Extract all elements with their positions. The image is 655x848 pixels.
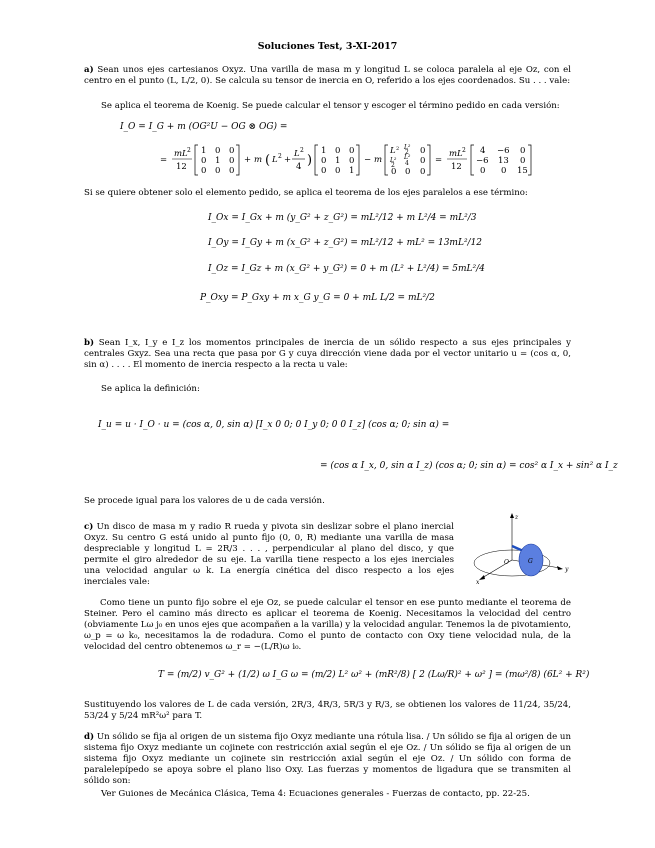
- section-a-eq-iz: I_Oz = I_Gz + m (x_G² + y_G²) = 0 + m (L² + L²/4) = 5mL²/4: [208, 264, 485, 274]
- disc-figure: [470, 508, 580, 590]
- svg-text:0: 0: [349, 146, 355, 156]
- fig-label-x: x: [476, 579, 480, 586]
- svg-text:0: 0: [215, 166, 221, 176]
- svg-text:L: L: [272, 155, 278, 165]
- svg-text:mL: mL: [449, 149, 463, 159]
- svg-text:0: 0: [229, 166, 235, 176]
- svg-text:0: 0: [229, 146, 235, 156]
- section-a-mid: Si se quiere obtener solo el elemento pedido, se aplica el teorema de los ejes paralelos a ese término:: [84, 188, 528, 198]
- svg-text:0: 0: [201, 156, 207, 166]
- svg-text:mL: mL: [174, 149, 188, 159]
- svg-text:4: 4: [405, 160, 409, 167]
- fig-label-o: O: [504, 559, 509, 566]
- section-b-question: b) Sean I_x, I_y e I_z los momentos principales de inercia de un sólido respecto a sus ejes principales y centrales Gxyz. Sea una recta que pasa por G y cuya dirección viene dada por el vector unitario u = (cos α, 0, sin α) . . . . El momento de inercia respecto a la recta u vale:: [84, 338, 571, 370]
- svg-text:0: 0: [480, 166, 486, 176]
- svg-text:0: 0: [520, 146, 526, 156]
- svg-text:2: 2: [391, 162, 395, 169]
- section-c-equation: T = (m/2) v_G² + (1/2) ω I_G ω = (m/2) L² ω² + (mR²/8) [ 2 (Lω/R)² + ω² ] = (mω²/8) (6L² + R²): [158, 670, 590, 680]
- section-c-body: Como tiene un punto fijo sobre el eje Oz, se puede calcular el tensor en ese punto mediante el teorema de Steiner. Pero el camino más directo es aplicar el teorema de Koenig. Necesitamos la velocidad del centro (obviamente Lω j₀ en unos ejes que acompañen a la varilla) y la velocidad angular. Tenemos la de pivotamiento, ω_p = ω k₀, necesitamos la de rodadura. Como el punto de contacto con Oxy tiene velocidad nula, de la velocidad del centro obtenemos ω_r = −(L/R)ω i₀.: [84, 598, 571, 652]
- svg-text:+: +: [284, 155, 292, 165]
- section-d-question: d) Un sólido se fija al origen de un sistema fijo Oxyz mediante una rótula lisa. / Un sólido se fija al origen de un sistema fijo Oxyz mediante un cojinete con restricción axial según el eje Oz. / Un sólido se fija al origen de un sistema fijo Oxyz mediante un cojinete sin restricción axial según el eje Oz. / Un sólido con forma de paralelepípedo se apoya sobre el plano liso Oxy. Las fuerzas y momentos de ligadura que se transmiten al sólido son:: [84, 732, 571, 786]
- svg-text:1: 1: [335, 156, 341, 166]
- section-a-matrix-equation: [160, 140, 580, 180]
- section-a-question: a) Sean unos ejes cartesianos Oxyz. Una varilla de masa m y longitud L se coloca paralela al eje Oz, con el centro en el punto (L, L/2, 0). Se calcula su tensor de inercia en O, referido a los ejes coordenados. Su . . . vale:: [84, 65, 571, 86]
- svg-text:15: 15: [517, 166, 528, 176]
- svg-text:L²: L²: [404, 154, 411, 161]
- svg-text:0: 0: [321, 156, 327, 166]
- svg-text:2: 2: [187, 147, 191, 154]
- svg-text:L²: L²: [390, 157, 397, 164]
- svg-text:4: 4: [480, 146, 486, 156]
- svg-text:2: 2: [300, 147, 304, 154]
- svg-text:0: 0: [215, 146, 221, 156]
- svg-text:): ): [307, 153, 313, 168]
- svg-text:1: 1: [349, 166, 355, 176]
- svg-text:−6: −6: [476, 156, 489, 166]
- svg-text:L²: L²: [404, 144, 411, 151]
- svg-text:0: 0: [349, 156, 355, 166]
- svg-text:1: 1: [321, 146, 327, 156]
- svg-text:12: 12: [451, 162, 462, 172]
- section-b-end: Se procede igual para los valores de u de cada versión.: [84, 496, 325, 506]
- section-b-label: b): [84, 338, 95, 348]
- svg-text:0: 0: [321, 166, 327, 176]
- page-title: Soluciones Test, 3-XI-2017: [257, 41, 398, 52]
- svg-text:0: 0: [420, 146, 426, 156]
- section-a-intro: Se aplica el teorema de Koenig. Se puede calcular el tensor y escoger el término pedido en cada versión:: [101, 101, 560, 111]
- svg-text:0: 0: [420, 167, 426, 177]
- eq-equals: =: [160, 155, 168, 165]
- svg-text:0: 0: [420, 156, 426, 166]
- svg-text:−: −: [364, 155, 372, 165]
- section-b-equation-1: I_u = u · I_O · u = (cos α, 0, sin α) [I_x 0 0; 0 I_y 0; 0 0 I_z] (cos α; 0; sin α) =: [98, 420, 450, 430]
- section-a-eq-pxy: P_Oxy = P_Gxy + m x_G y_G = 0 + mL L/2 = mL²/2: [200, 293, 435, 303]
- svg-text:+: +: [244, 155, 252, 165]
- svg-text:2: 2: [405, 149, 409, 156]
- svg-text:0: 0: [229, 156, 235, 166]
- section-b-equation-2: = (cos α I_x, 0, sin α I_z) (cos α; 0; sin α) = cos² α I_x + sin² α I_z: [320, 461, 618, 471]
- svg-text:0: 0: [335, 166, 341, 176]
- svg-text:=: =: [435, 155, 443, 165]
- fig-label-g: G: [528, 558, 533, 565]
- svg-text:m: m: [374, 155, 383, 165]
- svg-text:0: 0: [501, 166, 507, 176]
- svg-text:0: 0: [335, 146, 341, 156]
- svg-text:0: 0: [405, 167, 411, 177]
- svg-text:0: 0: [391, 167, 397, 177]
- svg-text:(: (: [265, 153, 271, 168]
- svg-text:0: 0: [520, 156, 526, 166]
- section-a-label: a): [84, 65, 94, 75]
- svg-text:m: m: [254, 155, 263, 165]
- section-b-intro: Se aplica la definición:: [101, 384, 200, 394]
- fig-label-z: z: [515, 514, 519, 521]
- section-c-question: c) Un disco de masa m y radio R rueda y pivota sin deslizar sobre el plano inercial Oxyz. Su centro G está unido al punto fijo (0, 0, R) mediante una varilla de masa despreciable y longitud L = 2R/3 . . . , perpendicular al plano del disco, y que permite el giro alrededor de su eje. La varilla tiene respecto a los ejes inerciales una velocidad angular ω k. La energía cinética del disco respecto a los ejes inerciales vale:: [84, 522, 454, 587]
- svg-text:4: 4: [296, 162, 302, 172]
- svg-text:2: 2: [396, 146, 400, 152]
- svg-text:2: 2: [278, 153, 282, 160]
- section-d-label: d): [84, 732, 95, 742]
- section-a-eq-ix: I_Ox = I_Gx + m (y_G² + z_G²) = mL²/12 + m L²/4 = mL²/3: [208, 213, 477, 223]
- svg-text:12: 12: [176, 162, 187, 172]
- svg-text:1: 1: [215, 156, 221, 166]
- svg-text:L: L: [294, 149, 300, 159]
- svg-text:2: 2: [462, 147, 466, 154]
- svg-text:L: L: [390, 146, 396, 156]
- section-a-eq-iy: I_Oy = I_Gy + m (x_G² + z_G²) = mL²/12 + mL² = 13mL²/12: [208, 238, 483, 248]
- svg-text:−6: −6: [497, 146, 510, 156]
- svg-text:13: 13: [498, 156, 509, 166]
- section-c-end: Sustituyendo los valores de L de cada versión, 2R/3, 4R/3, 5R/3 y R/3, se obtienen los valores de 11/24, 35/24, 53/24 y 5/24 mR²ω² para T.: [84, 700, 571, 721]
- svg-text:0: 0: [201, 166, 207, 176]
- svg-text:1: 1: [201, 146, 207, 156]
- section-d-reference: Ver Guiones de Mecánica Clásica, Tema 4: Ecuaciones generales - Fuerzas de contacto, pp. 22-25.: [101, 789, 530, 799]
- section-c-label: c): [84, 522, 94, 532]
- fig-label-y: y: [565, 566, 569, 573]
- section-a-equation-1: I_O = I_G + m (OG²U − OG ⊗ OG) =: [120, 122, 288, 132]
